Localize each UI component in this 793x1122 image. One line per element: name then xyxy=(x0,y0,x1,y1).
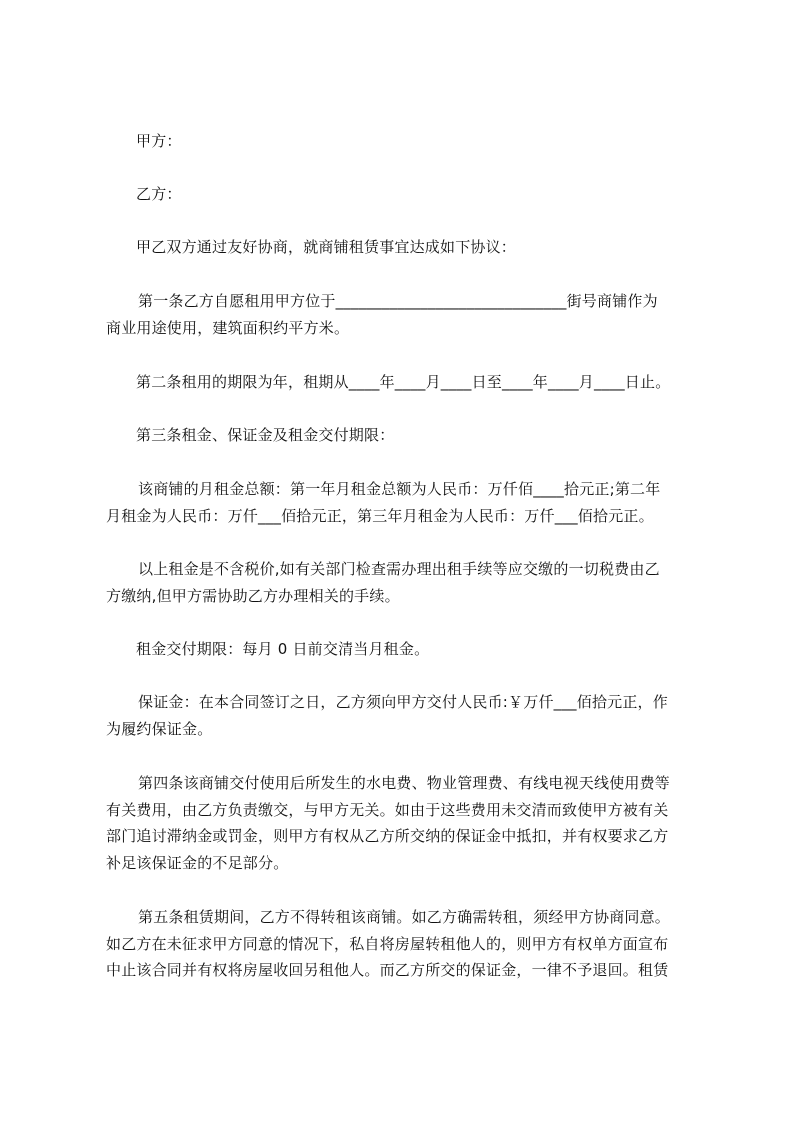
article5-line: 第五条租赁期间，乙方不得转租该商铺。如乙方确需转租，须经甲方协商同意。 xyxy=(138,908,671,926)
article1-line: 商业用途使用，建筑面积约平方米。 xyxy=(106,319,350,337)
tax-note-line: 以上租金是不含税价,如有关部门检查需办理出租手续等应交缴的一切税费由乙 xyxy=(138,560,660,578)
article2-paragraph: 第二条租用的期限为年，租期从____年____月____日至____年____月____日止。 xyxy=(136,373,671,391)
article3-title: 第三条租金、保证金及租金交付期限： xyxy=(136,426,395,444)
article5-line: 如乙方在未征求甲方同意的情况下，私自将房屋转租他人的，则甲方有权单方面宣布 xyxy=(106,935,669,953)
party-b-label: 乙方： xyxy=(136,185,182,203)
deposit-line: 为履约保证金。 xyxy=(106,720,213,738)
article4-line: 补足该保证金的不足部分。 xyxy=(106,854,289,872)
article4-line: 部门追讨滞纳金或罚金，则甲方有权从乙方所交纳的保证金中抵扣，并有权要求乙方 xyxy=(106,827,669,845)
intro-paragraph: 甲乙双方通过友好协商，就商铺租赁事宜达成如下协议： xyxy=(136,238,517,256)
article5-line: 中止该合同并有权将房屋收回另租他人。而乙方所交的保证金，一律不予退回。租赁 xyxy=(106,961,669,979)
rent-amount-line: 月租金为人民币：万仟___佰拾元正，第三年月租金为人民币：万仟___佰拾元正。 xyxy=(106,507,654,525)
party-a-label: 甲方： xyxy=(136,132,182,150)
article1-line: 第一条乙方自愿租用甲方位于______________________________街号商铺作为 xyxy=(138,292,658,310)
deposit-line: 保证金：在本合同签订之日，乙方须向甲方交付人民币:￥万仟___佰拾元正，作 xyxy=(138,693,668,711)
rent-amount-line: 该商铺的月租金总额：第一年月租金总额为人民币：万仟佰____拾元正;第二年 xyxy=(138,480,661,498)
article4-line: 第四条该商铺交付使用后所发生的水电费、物业管理费、有线电视天线使用费等 xyxy=(138,774,671,792)
article4-line: 有关费用，由乙方负责缴交，与甲方无关。如由于这些费用未交清而致使甲方被有关 xyxy=(106,801,669,819)
tax-note-line: 方缴纳,但甲方需协助乙方办理相关的手续。 xyxy=(106,587,400,605)
payment-deadline: 租金交付期限：每月 0 日前交清当月租金。 xyxy=(136,640,430,658)
